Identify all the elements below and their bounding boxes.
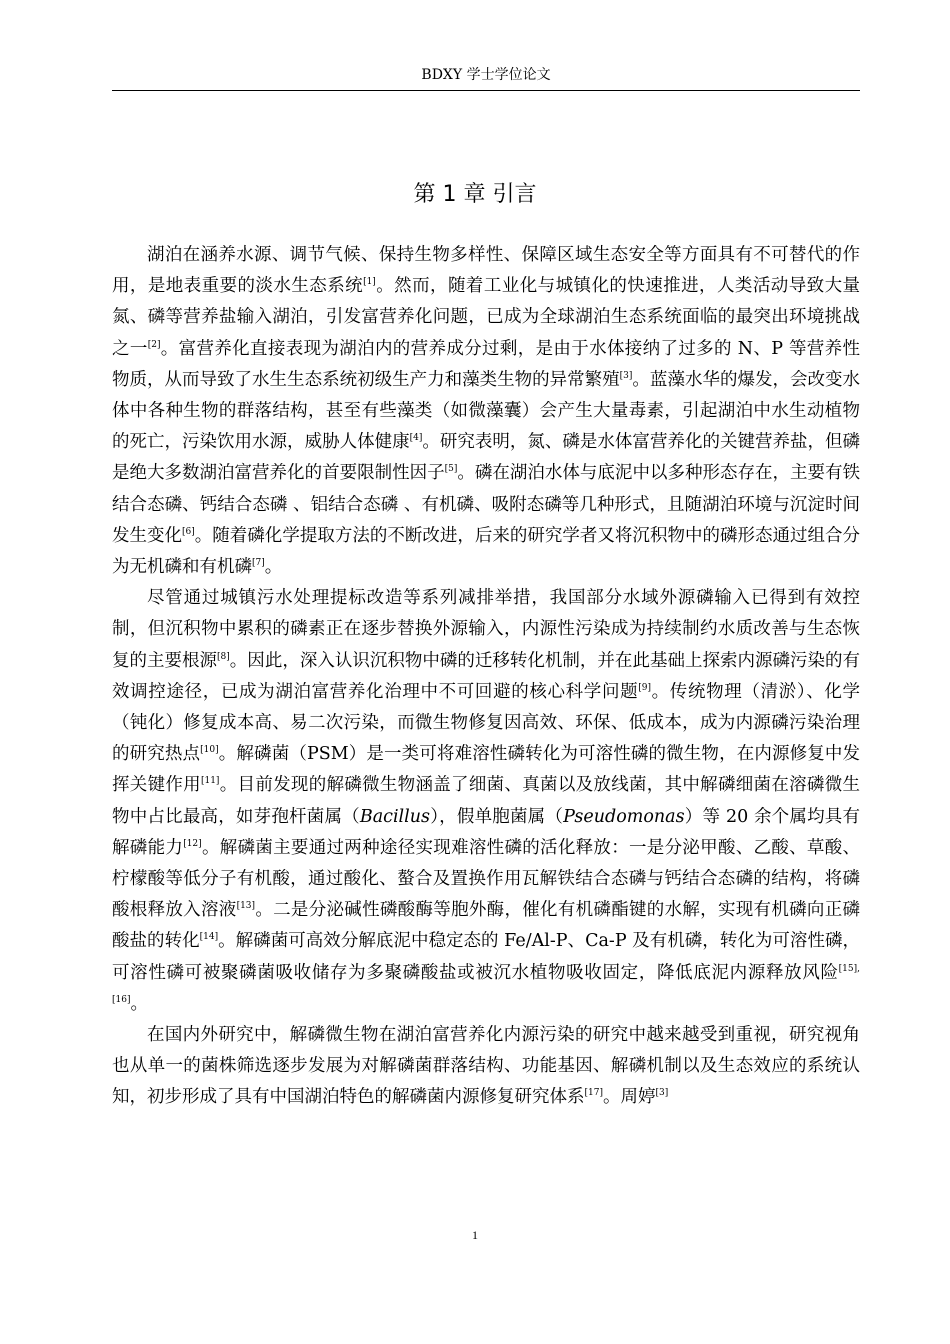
- citation-ref: [15],[16]: [112, 963, 860, 1006]
- citation-ref: [10]: [200, 745, 219, 756]
- citation-ref: [2]: [147, 339, 161, 350]
- text-run: 。蓝藻水华的爆发，会改变水体中各种生物的群落结构，甚至有些藻类（如微藻囊）会产生大量毒素，引起湖泊中水生动植物的死亡，污染饮用水源，威胁人体健康: [112, 369, 860, 453]
- page-header: [112, 64, 860, 91]
- paragraph-3: [112, 1020, 860, 1114]
- citation-ref: [13]: [236, 901, 256, 912]
- body-text: [112, 240, 860, 1114]
- citation-ref: [17]: [584, 1088, 603, 1099]
- text-run: 。随着磷化学提取方法的不断改进，后来的研究学者又将沉积物中的磷形态通过组合分为无机磷和有机磷: [112, 525, 861, 578]
- text-run: ）等 20 余个属均具有解磷能力: [112, 806, 860, 858]
- species-name: Bacillus: [359, 806, 430, 827]
- citation-ref: [3]: [619, 370, 633, 381]
- text-run: 在国内外研究中，解磷微生物在湖泊富营养化内源污染的研究中越来越受到重视，研究视角也从单一的菌株筛选逐步发展为对解磷菌群落结构、功能基因、解磷机制以及生态效应的系统认知，初步形成了具有中国湖泊特色的解磷菌内源修复研究体系: [112, 1025, 860, 1108]
- text-run: 。解磷菌可高效分解底泥中稳定态的 Fe/Al-P、Ca-P 及有机磷，转化为可溶性磷，可溶性磷可被聚磷菌吸收储存为多聚磷酸盐或被沉水植物吸收固定，降低底泥内源释放风险: [112, 931, 861, 983]
- text-run: 。周婷: [602, 1087, 656, 1108]
- text-run: 。然而，随着工业化与城镇化的快速推进，人类活动导致大量氮、磷等营养盐输入湖泊，引发富营养化问题，已成为全球湖泊生态系统面临的最突出环境挑战之一: [112, 276, 860, 359]
- citation-ref: [7]: [252, 558, 265, 569]
- species-name: Pseudomonas: [563, 806, 685, 827]
- citation-ref: [1]: [363, 277, 376, 288]
- text-run: 。传统物理（清淤）、化学（钝化）修复成本高、易二次污染，而微生物修复因高效、环保、低成本，成为内源磷污染治理的研究热点: [112, 681, 861, 765]
- citation-ref: [3]: [655, 1088, 669, 1099]
- text-run: 尽管通过城镇污水处理提标改造等系列减排举措，我国部分水域外源磷输入已得到有效控制，但沉积物中累积的磷素正在逐步替换外源输入，内源性污染成为持续制约水质改善与生态恢复的主要根源: [112, 588, 860, 671]
- page-number: 1: [472, 1228, 478, 1242]
- text-run: 。解磷菌主要通过两种途径实现难溶性磷的活化释放：一是分泌甲酸、乙酸、草酸、柠檬酸等低分子有机酸，通过酸化、螯合及置换作用瓦解铁结合态磷与钙结合态磷的结构，将磷酸根释放入溶液: [112, 837, 861, 921]
- text-run: 。富营养化直接表现为湖泊内的营养成分过剩，是由于水体接纳了过多的 N、P 等营养性物质，从而导致了水生生态系统初级生产力和藻类生物的异常繁殖: [112, 338, 861, 390]
- text-run: 。磷在湖泊水体与底泥中以多种形态存在，主要有铁结合态磷、钙结合态磷 、铝结合态磷 、有机磷、吸附态磷等几种形式，且随湖泊环境与沉淀时间发生变化: [112, 463, 861, 546]
- text-run: 。因此，深入认识沉积物中磷的迁移转化机制，并在此基础上探索内源磷污染的有效调控途径，已成为湖泊富营养化治理中不可回避的核心科学问题: [112, 650, 861, 702]
- citation-ref: [5]: [444, 464, 458, 475]
- citation-ref: [11]: [200, 776, 220, 787]
- chapter-title: 第 1 章 引言: [413, 182, 537, 207]
- citation-ref: [14]: [199, 932, 219, 943]
- citation-ref: [4]: [409, 433, 423, 444]
- text-run: 。二是分泌碱性磷酸酶等胞外酶，催化有机磷酯键的水解，实现有机磷向正磷酸盐的转化: [112, 900, 861, 952]
- citation-ref: [12]: [183, 839, 202, 850]
- header-text: BDXY 学士学位论文: [421, 67, 551, 83]
- text-run: 。研究表明，氮、磷是水体富营养化的关键营养盐，但磷是绝大多数湖泊富营养化的首要限制性因子: [112, 432, 861, 484]
- text-run: 。目前发现的解磷微生物涵盖了细菌、真菌以及放线菌，其中解磷细菌在溶磷微生物中占比最高，如芽孢杆菌属（: [112, 775, 861, 827]
- citation-ref: [9]: [638, 683, 651, 694]
- paragraph-2: [112, 583, 860, 1020]
- text-run: ），假单胞菌属（: [430, 806, 564, 827]
- text-run: 。: [130, 993, 148, 1014]
- text-run: 湖泊在涵养水源、调节气候、保持生物多样性、保障区域生态安全等方面具有不可替代的作用，是地表重要的淡水生态系统: [112, 245, 860, 297]
- text-run: 。解磷菌（PSM）是一类可将难溶性磷转化为可溶性磷的微生物，在内源修复中发挥关键作用: [112, 744, 860, 796]
- citation-ref: [8]: [217, 651, 230, 662]
- text-run: 。: [264, 557, 283, 578]
- citation-ref: [6]: [182, 527, 195, 537]
- paragraph-1: [112, 240, 860, 583]
